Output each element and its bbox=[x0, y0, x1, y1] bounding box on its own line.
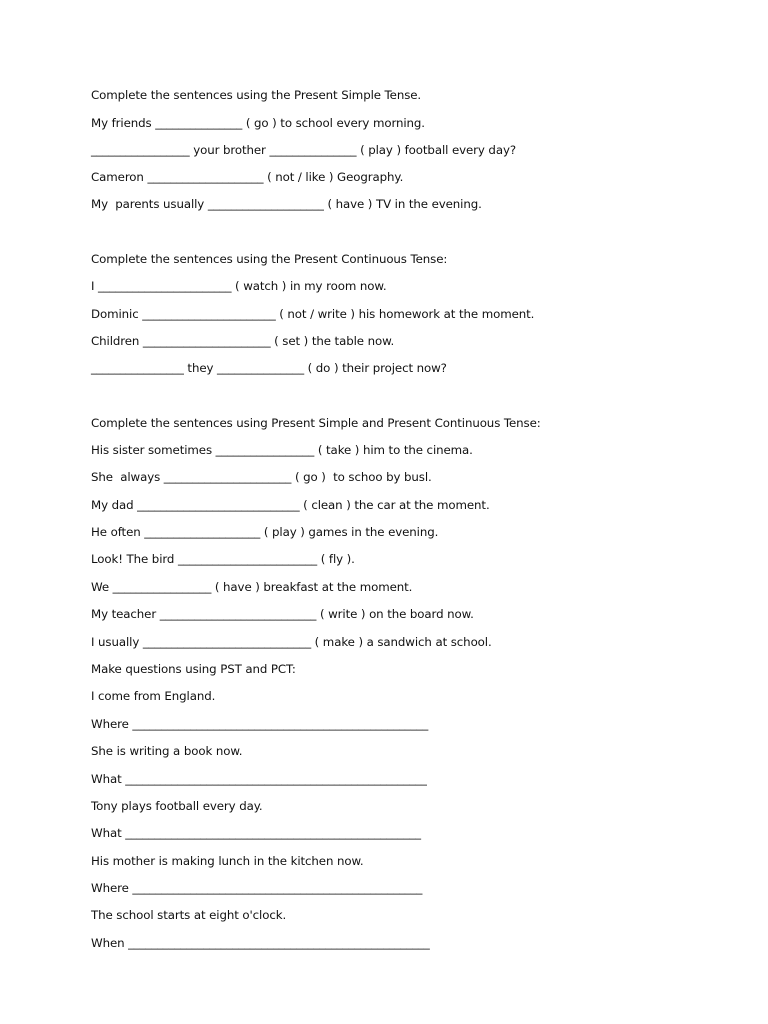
exercise-line: Look! The bird ________________________ ( fly ). bbox=[91, 552, 355, 566]
exercise-line: _________________ your brother _______________ ( play ) football every day? bbox=[91, 143, 516, 157]
exercise-line: Dominic _______________________ ( not / write ) his homework at the moment. bbox=[91, 307, 535, 321]
question-line: What ___________________________________________________ bbox=[91, 826, 421, 840]
exercise-line: I _______________________ ( watch ) in my room now. bbox=[91, 279, 387, 293]
exercise-line: Children ______________________ ( set ) the table now. bbox=[91, 334, 395, 348]
prompt-sentence: Tony plays football every day. bbox=[91, 799, 263, 813]
exercise-line: My friends _______________ ( go ) to school every morning. bbox=[91, 116, 425, 130]
section-2-heading: Complete the sentences using the Present Continuous Tense: bbox=[91, 252, 448, 266]
section-1-heading: Complete the sentences using the Present Simple Tense. bbox=[91, 88, 422, 102]
question-line: When ____________________________________________________ bbox=[91, 936, 430, 950]
exercise-line: My teacher ___________________________ ( write ) on the board now. bbox=[91, 607, 474, 621]
exercise-line: We _________________ ( have ) breakfast at the moment. bbox=[91, 580, 413, 594]
exercise-line: His sister sometimes _________________ ( take ) him to the cinema. bbox=[91, 443, 473, 457]
prompt-sentence: The school starts at eight o'clock. bbox=[91, 908, 287, 922]
exercise-line: She always ______________________ ( go ) to schoo by busl. bbox=[91, 470, 432, 484]
exercise-line: ________________ they _______________ ( do ) their project now? bbox=[91, 361, 447, 375]
prompt-sentence: She is writing a book now. bbox=[91, 744, 243, 758]
exercise-line: Cameron ____________________ ( not / like ) Geography. bbox=[91, 170, 404, 184]
exercise-line: I usually _____________________________ ( make ) a sandwich at school. bbox=[91, 635, 492, 649]
question-line: Where __________________________________________________ bbox=[91, 881, 423, 895]
prompt-sentence: I come from England. bbox=[91, 689, 216, 703]
exercise-line: My parents usually ____________________ ( have ) TV in the evening. bbox=[91, 197, 482, 211]
question-line: Where ___________________________________________________ bbox=[91, 717, 429, 731]
section-4-heading: Make questions using PST and PCT: bbox=[91, 662, 296, 676]
prompt-sentence: His mother is making lunch in the kitchen now. bbox=[91, 854, 364, 868]
exercise-line: He often ____________________ ( play ) games in the evening. bbox=[91, 525, 439, 539]
section-3-heading: Complete the sentences using Present Simple and Present Continuous Tense: bbox=[91, 416, 541, 430]
question-line: What ____________________________________________________ bbox=[91, 772, 427, 786]
exercise-line: My dad ____________________________ ( clean ) the car at the moment. bbox=[91, 498, 490, 512]
